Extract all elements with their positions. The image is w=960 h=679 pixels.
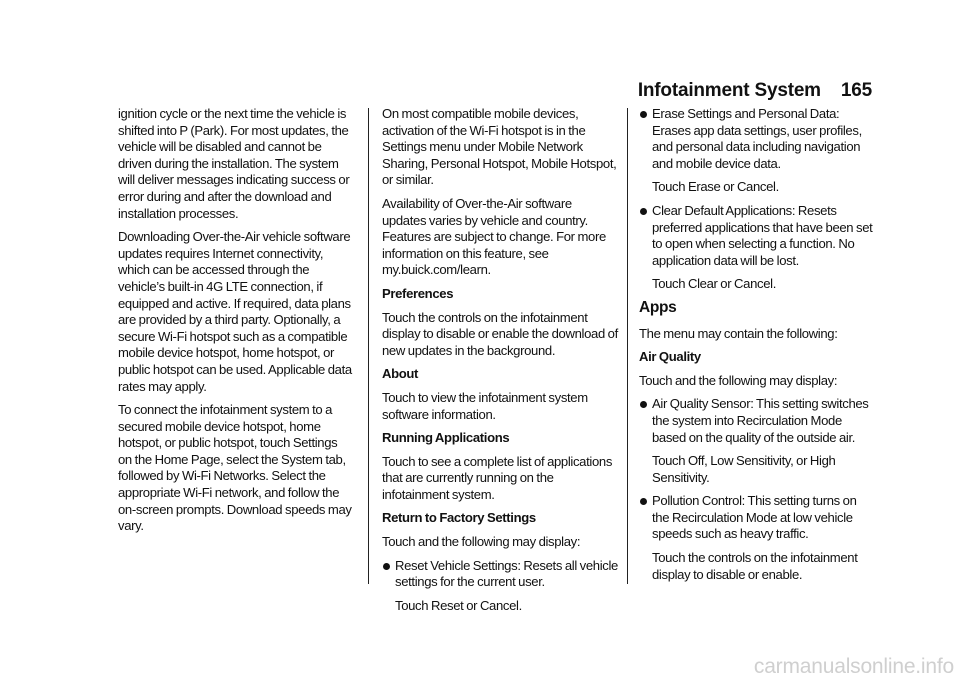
- column-1: [118, 106, 354, 542]
- heading-return-to-factory-settings: Return to Factory Settings: [382, 510, 536, 526]
- column-2: [382, 106, 618, 621]
- heading-air-quality: Air Quality: [639, 349, 701, 365]
- page-header: [638, 80, 872, 102]
- watermark: carmanualsonline.info: [753, 655, 954, 678]
- column-3: [639, 106, 875, 590]
- bullet-subtext: Touch the controls on the infotainment display to disable or enable.: [652, 550, 858, 582]
- paragraph: Touch to view the infotainment system software information.: [382, 389, 588, 422]
- heading-apps: Apps: [639, 298, 677, 316]
- paragraph: On most compatible mobile devices, activation of the Wi-Fi hotspot is in the Settings menu under Mobile Network Sharing, Personal Hotspot, Mobile Hotspot, or similar.: [382, 106, 617, 188]
- section-title: Infotainment System: [637, 80, 821, 101]
- bullet-item: Pollution Control: This setting turns on the Recirculation Mode at low vehicle speeds such as heavy traffic.: [639, 493, 875, 543]
- bullet-item: Air Quality Sensor: This setting switches the system into Recirculation Mode based on the quality of the outside air.: [639, 396, 875, 446]
- paragraph: Availability of Over-the-Air software updates varies by vehicle and country. Features are subject to change. For more information on this feature, see my.buick.com/learn.: [382, 195, 606, 278]
- heading-running-applications: Running Applications: [382, 430, 510, 446]
- bullet-subtext: Touch Off, Low Sensitivity, or High Sensitivity.: [652, 453, 836, 485]
- bullet-item: Reset Vehicle Settings: Resets all vehicle settings for the current user.: [382, 558, 618, 591]
- bullet-item: Clear Default Applications: Resets preferred applications that have been set to open when selecting a function. No application data will be lost.: [639, 203, 875, 269]
- column-divider: [627, 108, 628, 584]
- paragraph: Touch to see a complete list of applications that are currently running on the infotainment system.: [382, 453, 613, 502]
- heading-about: About: [382, 366, 419, 382]
- column-divider: [368, 108, 369, 584]
- paragraph: Downloading Over-the-Air vehicle software updates requires Internet connectivity, which can be accessed through the vehicle’s built-in 4G LTE connection, if equipped and active. If required, data plans are provided by a third party. Optionally, a secure Wi-Fi hotspot such as a compatible mobile device hotspot, home hotspot, or public hotspot can be used. Applicable data rates may apply.: [118, 229, 352, 394]
- bullet-subtext: Touch Clear or Cancel.: [652, 276, 776, 292]
- paragraph: Touch and the following may display:: [382, 534, 581, 550]
- page-number: 165: [840, 80, 872, 101]
- bullet-subtext: Touch Erase or Cancel.: [652, 179, 779, 195]
- paragraph: Touch and the following may display:: [639, 372, 838, 388]
- heading-preferences: Preferences: [382, 285, 454, 301]
- paragraph: The menu may contain the following:: [639, 325, 838, 341]
- paragraph: ignition cycle or the next time the vehicle is shifted into P (Park). For most updates, the vehicle will be disabled and cannot be driven during the installation. The system will deliver messages indicating success or error during and after the download and installation processes.: [118, 106, 350, 221]
- paragraph: Touch the controls on the infotainment display to disable or enable the download of new updates in the background.: [382, 309, 618, 358]
- bullet-item: Erase Settings and Personal Data: Erases app data settings, user profiles, and personal data including navigation and mobile device data.: [639, 106, 875, 172]
- bullet-subtext: Touch Reset or Cancel.: [395, 597, 522, 613]
- paragraph: To connect the infotainment system to a secured mobile device hotspot, home hotspot, or public hotspot, touch Settings on the Home Page, select the System tab, followed by Wi-Fi Networks. Select the appropriate Wi-Fi network, and follow the on-screen prompts. Download speeds may vary.: [118, 402, 352, 534]
